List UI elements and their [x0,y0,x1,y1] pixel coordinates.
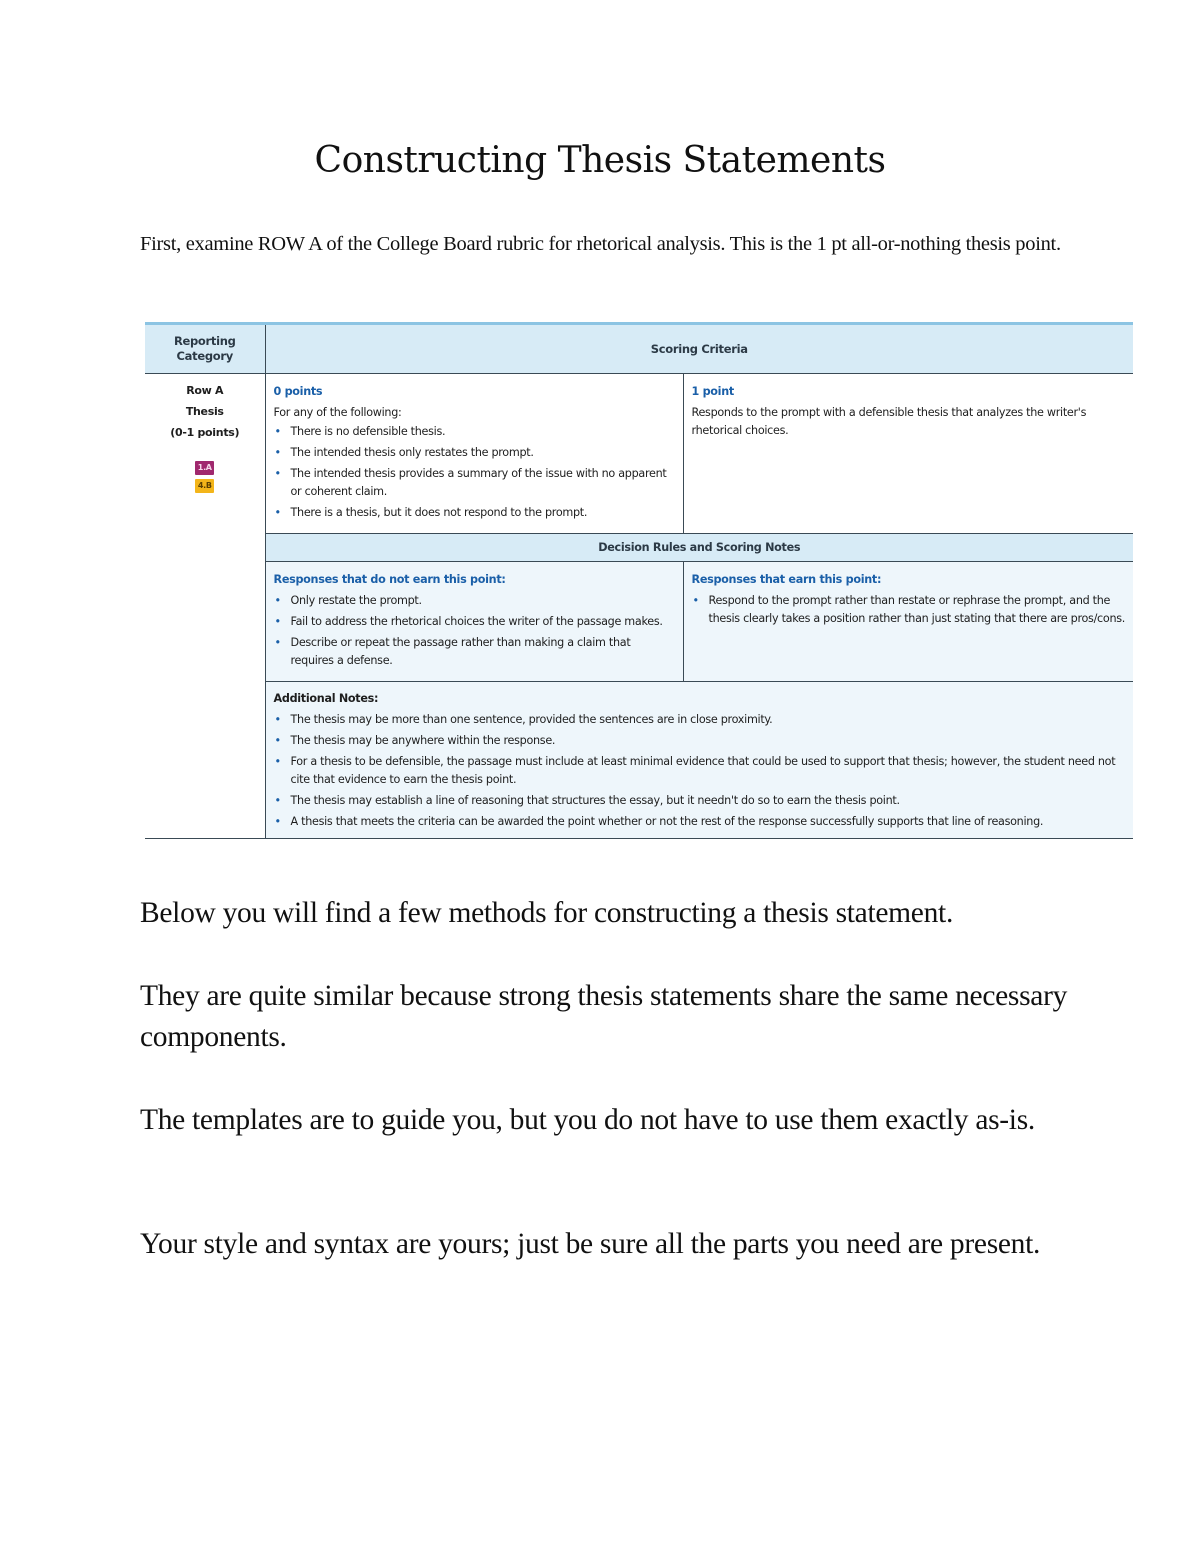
decision-rules-header-row [145,534,1133,562]
row-name: Thesis [185,405,224,418]
body-paragraph-3: The templates are to guide you, but you do not have to use them exactly as-is. [140,1104,1035,1136]
one-point-text: Responds to the prompt with a defensible thesis that analyzes the writer's rhetorical choices. [691,406,1087,437]
row-a-category-cell [145,374,265,839]
scoring-criteria-header: Scoring Criteria [265,324,1133,374]
rubric-table [145,322,1133,839]
list-item: • Only restate the prompt. [274,592,675,610]
earn-cell [683,562,1133,682]
list-item: • The intended thesis only restates the prompt. [274,444,675,462]
list-item: • Respond to the prompt rather than restate or rephrase the prompt, and the thesis clearly takes a position rather than just stating that there are pros/cons. [692,592,1126,628]
list-item: • The thesis may establish a line of reasoning that structures the essay, but it needn't do so to earn the thesis point. [274,792,1126,810]
page-title: Constructing Thesis Statements [314,140,886,181]
list-item: • A thesis that meets the criteria can be awarded the point whether or not the rest of the response successfully supports that line of reasoning. [274,813,1126,831]
list-item: • Fail to address the rhetorical choices the writer of the passage makes. [274,613,675,631]
additional-notes-list [274,711,1126,831]
row-label: Row A [186,384,224,397]
not-earn-label: Responses that do not earn this point: [273,573,506,586]
skill-tag-1a: 1.A [195,461,214,475]
reporting-category-header: Reporting Category [145,324,265,374]
skill-tag-4b: 4.B [195,479,214,493]
decision-rules-row [145,562,1133,682]
not-earn-cell [265,562,683,682]
intro-paragraph: First, examine ROW A of the College Board rubric for rhetorical analysis. This is the 1 pt all-or-nothing thesis point. [140,233,1061,255]
row-a-criteria [145,374,1133,534]
zero-points-list [274,423,675,522]
additional-notes-row [145,682,1133,839]
one-point-label: 1 point [691,385,734,398]
list-item: • There is a thesis, but it does not respond to the prompt. [274,504,675,522]
earn-list [692,592,1126,628]
list-item: • There is no defensible thesis. [274,423,675,441]
additional-notes-cell [265,682,1133,839]
body-paragraph-4: Your style and syntax are yours; just be sure all the parts you need are present. [140,1228,1041,1260]
one-point-cell [683,374,1133,534]
body-paragraph-1: Below you will find a few methods for constructing a thesis statement. [140,897,954,929]
zero-points-lead: For any of the following: [273,406,402,419]
additional-notes-label: Additional Notes: [273,692,379,705]
zero-points-label: 0 points [273,385,323,398]
list-item: • The thesis may be anywhere within the response. [274,732,1126,750]
rubric-header-row [145,324,1133,374]
zero-points-cell [265,374,683,534]
row-points: (0-1 points) [170,426,240,439]
body-paragraph-2: They are quite similar because strong thesis statements share the same necessary components. [140,980,1068,1053]
decision-rules-header: Decision Rules and Scoring Notes [265,534,1133,562]
list-item: • Describe or repeat the passage rather than making a claim that requires a defense. [274,634,675,670]
not-earn-list [274,592,675,670]
list-item: • The thesis may be more than one sentence, provided the sentences are in close proximity. [274,711,1126,729]
earn-label: Responses that earn this point: [691,573,882,586]
list-item: • The intended thesis provides a summary of the issue with no apparent or coherent claim. [274,465,675,501]
list-item: • For a thesis to be defensible, the passage must include at least minimal evidence that could be used to support that thesis; however, the student need not cite that evidence to earn the thesis point. [274,753,1126,789]
